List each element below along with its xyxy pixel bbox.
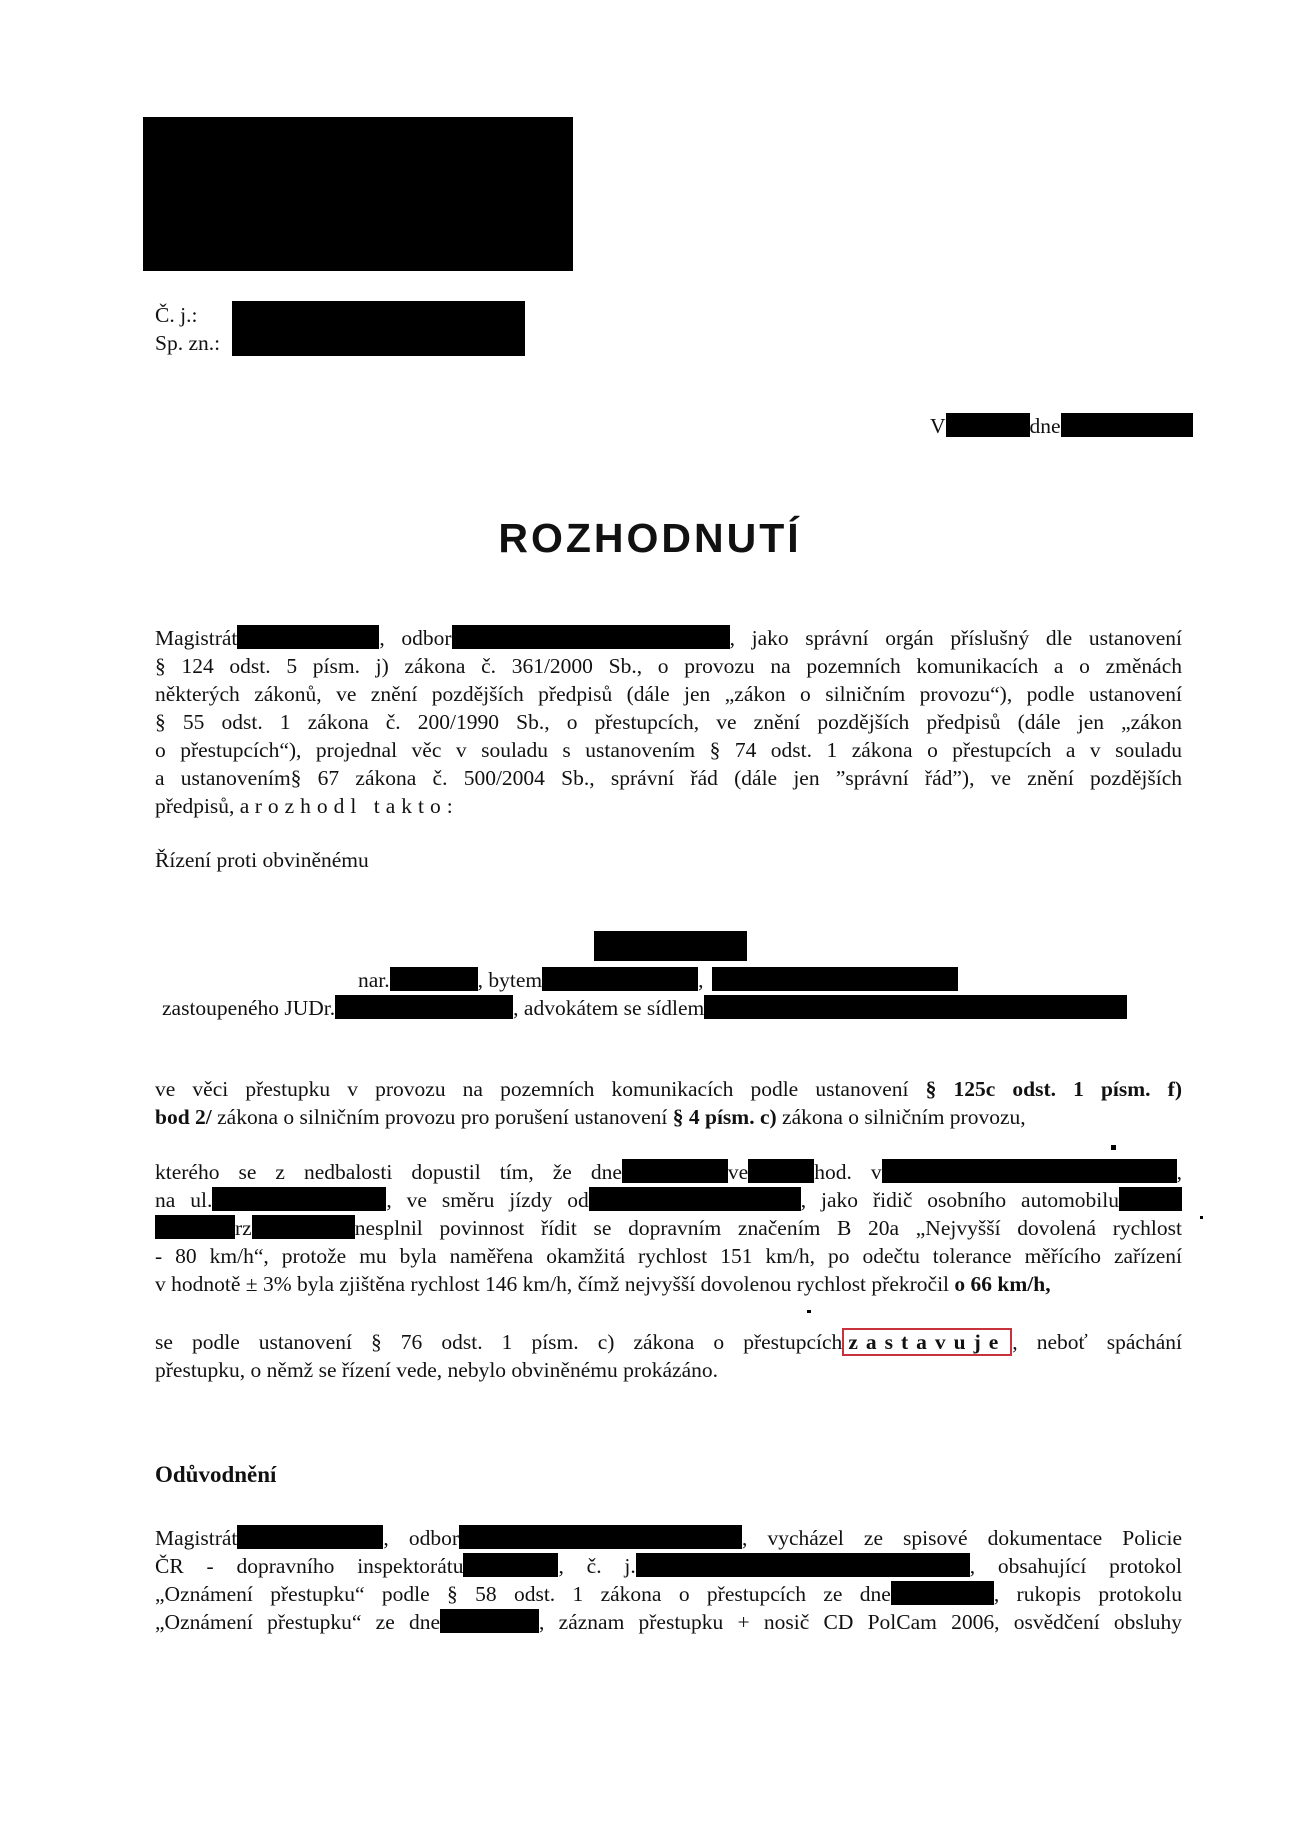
offense-line-1 bbox=[155, 1158, 1182, 1186]
offense-text: nesplnil povinnost řídit se dopravním značením B 20a „Nejvyšší dovolená rychlost bbox=[354, 1216, 1182, 1240]
offense-text: na ul. bbox=[155, 1188, 213, 1212]
matter-line-1 bbox=[155, 1075, 1182, 1103]
matter-text: zákona o silničním provozu pro porušení ustanovení bbox=[217, 1105, 668, 1129]
police-reference-redaction bbox=[636, 1553, 970, 1577]
lawyer-redaction bbox=[335, 995, 513, 1019]
intro-text: předpisů, a bbox=[155, 794, 250, 818]
speed-excess: o 66 km/h, bbox=[954, 1272, 1051, 1296]
reasoning-text: ČR - dopravního inspektorátu bbox=[155, 1554, 464, 1578]
date-prefix: dne bbox=[1029, 414, 1061, 438]
reasoning-line-3 bbox=[155, 1580, 1182, 1608]
scan-speck bbox=[1200, 1216, 1203, 1219]
matter-text: zákona o silničním provozu, bbox=[782, 1105, 1026, 1129]
address-label: , bytem bbox=[477, 968, 543, 992]
department-redaction bbox=[452, 625, 730, 649]
report-date-redaction bbox=[891, 1581, 994, 1605]
record-date-redaction bbox=[440, 1609, 539, 1633]
magistrate-redaction bbox=[237, 625, 379, 649]
reasoning-text: , obsahující protokol bbox=[969, 1554, 1182, 1578]
offense-text: hod. v bbox=[814, 1160, 882, 1184]
reasoning-text: , vycházel ze spisové dokumentace Policie bbox=[742, 1526, 1183, 1550]
letterhead-redaction bbox=[143, 117, 573, 271]
accused-name-redaction bbox=[594, 931, 747, 961]
offense-line-5 bbox=[155, 1270, 1182, 1298]
intro-text: Magistrát bbox=[155, 626, 238, 650]
reasoning-line-1 bbox=[155, 1524, 1182, 1552]
reasoning-text: , rukopis protokolu bbox=[993, 1582, 1182, 1606]
vehicle-redaction bbox=[1119, 1187, 1182, 1211]
comma: , bbox=[698, 968, 704, 992]
represented-label: zastoupeného JUDr. bbox=[162, 996, 336, 1020]
reasoning-text: , odbor bbox=[383, 1526, 460, 1550]
reasoning-text: Magistrát bbox=[155, 1526, 238, 1550]
offense-line-4: - 80 km/h“, protože mu byla naměřena okamžitá rychlost 151 km/h, po odečtu tolerance měřícího zařízení bbox=[155, 1244, 1182, 1268]
offense-text: , bbox=[1176, 1160, 1182, 1184]
seat-redaction bbox=[704, 995, 1127, 1019]
street-redaction bbox=[212, 1187, 386, 1211]
offense-provision: § 125c odst. 1 písm. f) bbox=[925, 1077, 1182, 1101]
intro-line-5: o přestupcích“), projednal věc v souladu s ustanovením § 74 odst. 1 zákona o přestupcích a v souladu bbox=[155, 738, 1182, 762]
place-date bbox=[930, 413, 1193, 439]
verdict-highlight: zastavuje bbox=[842, 1328, 1012, 1356]
reasoning-line-4 bbox=[155, 1608, 1182, 1636]
birth-date-redaction bbox=[390, 967, 478, 991]
accused-details bbox=[358, 966, 958, 994]
offense-text: , jako řidič osobního automobilu bbox=[800, 1188, 1119, 1212]
intro-line-6: a ustanovením§ 67 zákona č. 500/2004 Sb., správní řád (dále jen ”správní řád”), ve znění pozdějších bbox=[155, 766, 1182, 790]
department-redaction bbox=[459, 1525, 742, 1549]
matter-text: ve věci přestupku v provozu na pozemních komunikacích podle ustanovení bbox=[155, 1077, 909, 1101]
birth-label: nar. bbox=[358, 968, 390, 992]
verdict-text: se podle ustanovení § 76 odst. 1 písm. c) zákona o přestupcích bbox=[155, 1330, 843, 1354]
reasoning-text: „Oznámení přestupku“ ze dne bbox=[155, 1610, 441, 1634]
address-redaction bbox=[542, 967, 698, 991]
document-title: ROZHODNUTÍ bbox=[498, 515, 802, 561]
plate-label: rz bbox=[235, 1216, 252, 1240]
offense-time-redaction bbox=[748, 1159, 814, 1183]
scan-speck bbox=[807, 1310, 811, 1313]
offense-point: bod 2/ bbox=[155, 1105, 212, 1129]
offense-text: , ve směru jízdy od bbox=[386, 1188, 589, 1212]
decision-phrase: rozhodl takto: bbox=[254, 794, 459, 818]
place-prefix: V bbox=[930, 414, 946, 438]
direction-redaction bbox=[589, 1187, 801, 1211]
reference-cj-label: Č. j.: bbox=[155, 303, 198, 327]
verdict-line-2: přestupku, o němž se řízení vede, nebylo obviněnému prokázáno. bbox=[155, 1358, 718, 1382]
reference-redaction bbox=[232, 301, 525, 356]
intro-line-2: § 124 odst. 5 písm. j) zákona č. 361/2000 Sb., o provozu na pozemních komunikacích a o změnách bbox=[155, 654, 1182, 678]
verdict-text: , neboť spáchání bbox=[1012, 1330, 1182, 1354]
intro-line-7 bbox=[155, 792, 1182, 820]
verdict-line-1 bbox=[155, 1328, 1182, 1356]
date-redaction bbox=[1061, 413, 1193, 437]
offense-text: kterého se z nedbalosti dopustil tím, že dne bbox=[155, 1160, 622, 1184]
reasoning-heading: Odůvodnění bbox=[155, 1462, 277, 1487]
offense-date-redaction bbox=[622, 1159, 728, 1183]
offense-place-redaction bbox=[882, 1159, 1177, 1183]
scan-speck bbox=[1111, 1145, 1116, 1150]
offense-text: v hodnotě ± 3% byla zjištěna rychlost 146 km/h, čímž nejvyšší dovolenou rychlost překročil bbox=[155, 1272, 950, 1296]
matter-line-2 bbox=[155, 1103, 1182, 1131]
intro-line-3: některých zákonů, ve znění pozdějších předpisů (dále jen „zákon o silničním provozu“), podle ustanovení bbox=[155, 682, 1182, 706]
offense-line-2 bbox=[155, 1186, 1182, 1214]
intro-text: , jako správní orgán příslušný dle ustanovení bbox=[729, 626, 1182, 650]
place-redaction bbox=[946, 413, 1030, 437]
magistrate-redaction bbox=[237, 1525, 383, 1549]
proceeding-label: Řízení proti obviněnému bbox=[155, 848, 369, 872]
intro-line-1 bbox=[155, 624, 1182, 652]
plate-redaction bbox=[252, 1215, 355, 1239]
offense-text: ve bbox=[727, 1160, 749, 1184]
violated-provision: § 4 písm. c) bbox=[672, 1105, 777, 1129]
offense-line-3 bbox=[155, 1214, 1182, 1242]
representation bbox=[162, 994, 1127, 1022]
reasoning-text: , č. j. bbox=[558, 1554, 636, 1578]
intro-text: , odbor bbox=[379, 626, 452, 650]
city-redaction bbox=[712, 967, 958, 991]
advocate-label: , advokátem se sídlem bbox=[513, 996, 705, 1020]
vehicle-type-redaction bbox=[155, 1215, 235, 1239]
reference-spzn-label: Sp. zn.: bbox=[155, 331, 221, 355]
reasoning-text: , záznam přestupku + nosič CD PolCam 2006, osvědčení obsluhy bbox=[539, 1610, 1182, 1634]
reasoning-text: „Oznámení přestupku“ podle § 58 odst. 1 zákona o přestupcích ze dne bbox=[155, 1582, 891, 1606]
reasoning-line-2 bbox=[155, 1552, 1182, 1580]
inspectorate-redaction bbox=[463, 1553, 558, 1577]
intro-line-4: § 55 odst. 1 zákona č. 200/1990 Sb., o přestupcích, ve znění pozdějších předpisů (dále jen „zákon bbox=[155, 710, 1182, 734]
